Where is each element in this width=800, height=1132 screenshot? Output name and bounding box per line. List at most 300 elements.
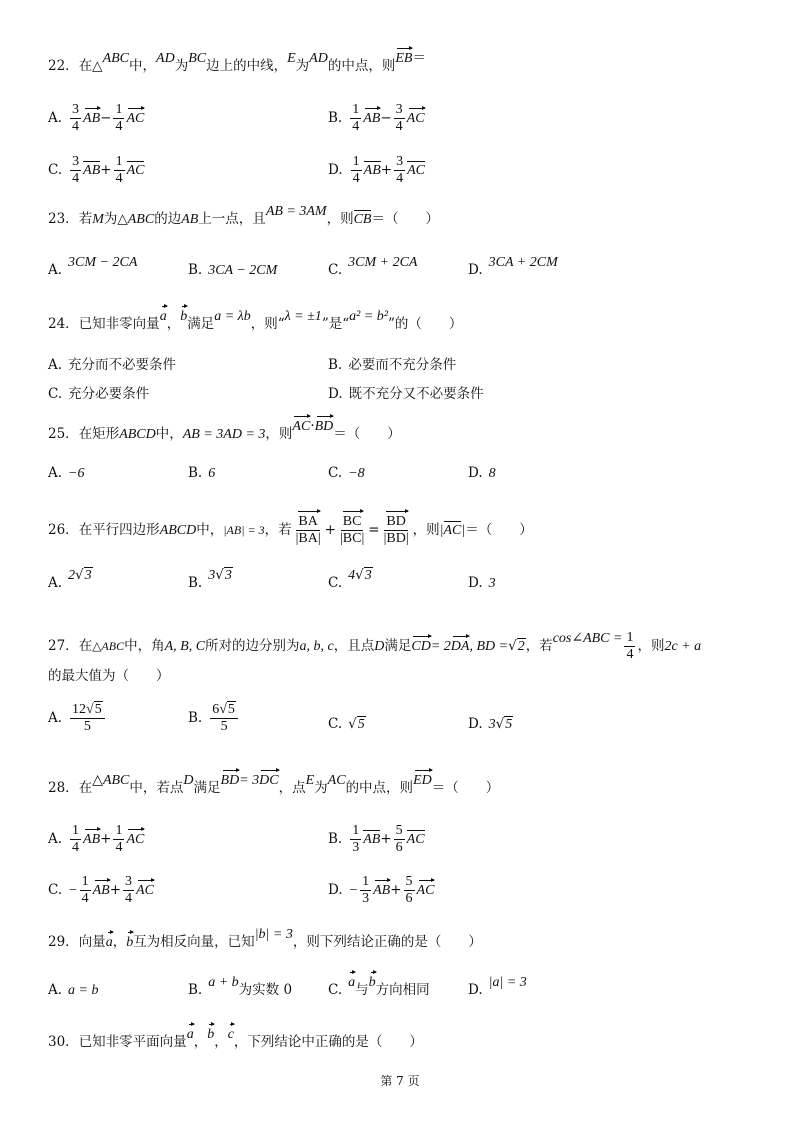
q-equation: λ = ±1 bbox=[284, 309, 322, 324]
sqrt: √5 bbox=[219, 702, 235, 717]
question-number: 27． bbox=[48, 638, 79, 655]
q-text: 在 bbox=[78, 780, 93, 796]
q-math: ABC bbox=[102, 51, 130, 66]
option-25-c[interactable] bbox=[328, 465, 365, 483]
sqrt: √5 bbox=[86, 702, 102, 717]
sign: − bbox=[68, 883, 78, 899]
option-23-c[interactable] bbox=[328, 255, 418, 280]
numerator: 1 bbox=[624, 630, 635, 647]
fraction bbox=[394, 102, 405, 135]
option-22-c[interactable] bbox=[48, 154, 144, 187]
option-text: 必要而不充分条件 bbox=[348, 357, 457, 373]
q-math: ABC bbox=[127, 212, 155, 227]
denominator: 3 bbox=[352, 840, 360, 856]
option-27-a[interactable] bbox=[48, 702, 107, 735]
option-text: −8 bbox=[348, 466, 365, 481]
option-23-d[interactable] bbox=[468, 255, 558, 280]
numerator: 1 bbox=[350, 102, 361, 119]
sqrt: √3 bbox=[215, 567, 232, 583]
option-text: |a| = 3 bbox=[488, 975, 527, 990]
denominator: 4 bbox=[72, 119, 80, 135]
numerator: 3 bbox=[70, 154, 81, 171]
option-label: C. bbox=[328, 262, 343, 278]
fraction bbox=[360, 874, 371, 907]
option-text: 充分必要条件 bbox=[68, 386, 150, 402]
denominator: 5 bbox=[83, 719, 91, 735]
operator: + bbox=[100, 162, 112, 179]
question-23 bbox=[48, 204, 439, 229]
q-math: a, b, c bbox=[299, 639, 334, 655]
vector-ac: AC bbox=[443, 523, 462, 539]
fraction bbox=[113, 823, 124, 856]
vector: AB bbox=[363, 163, 381, 179]
sqrt: √3 bbox=[355, 567, 372, 583]
q-text: 中， bbox=[129, 58, 157, 74]
vector-a: a bbox=[159, 309, 167, 324]
operator: + bbox=[380, 831, 392, 848]
operator: + bbox=[390, 882, 402, 899]
option-26-b[interactable] bbox=[188, 567, 233, 593]
fraction bbox=[404, 874, 415, 907]
vector-a: a bbox=[105, 935, 113, 950]
question-number: 22． bbox=[48, 58, 79, 74]
q-text: ＝（ ） bbox=[371, 211, 439, 227]
numerator: 1 bbox=[80, 874, 91, 891]
option-text: 3CA − 2CM bbox=[208, 263, 278, 278]
q-text: ，则 bbox=[265, 426, 293, 442]
option-label: B. bbox=[328, 357, 343, 373]
vector-cd: CD bbox=[411, 639, 431, 655]
vector-da: DA bbox=[450, 639, 470, 655]
option-text: 充分而不必要条件 bbox=[68, 357, 177, 373]
option-23-b[interactable] bbox=[188, 262, 277, 280]
q-equation: |b| = 3 bbox=[254, 927, 293, 942]
q-text: 已知非零平面向量 bbox=[78, 1034, 187, 1050]
fraction bbox=[350, 823, 361, 856]
denominator: 6 bbox=[405, 891, 413, 907]
vector-eb: EB bbox=[395, 51, 413, 66]
q-text: 互为相反向量，已知 bbox=[133, 934, 255, 950]
option-text: 8 bbox=[488, 466, 496, 481]
option-27-b[interactable] bbox=[188, 702, 240, 735]
radicand: 2 bbox=[517, 639, 525, 655]
q-text: ，且点 bbox=[333, 638, 375, 655]
vector: AB bbox=[92, 883, 110, 899]
fraction bbox=[210, 702, 238, 735]
fraction bbox=[70, 102, 81, 135]
vector: AC bbox=[126, 111, 145, 127]
vector-a: a bbox=[186, 1027, 194, 1042]
q-text: ，则 bbox=[326, 211, 354, 227]
q-math: ABCD bbox=[119, 427, 156, 442]
sqrt: √5 bbox=[348, 716, 365, 732]
denominator: 4 bbox=[125, 891, 133, 907]
option-25-a[interactable] bbox=[48, 465, 85, 483]
vector-ac: AC bbox=[292, 419, 311, 434]
option-text: 方向相同 bbox=[375, 982, 430, 998]
vector: AB bbox=[83, 163, 101, 179]
option-29-a[interactable] bbox=[48, 982, 99, 1000]
numerator: 3 bbox=[394, 102, 405, 119]
option-text: 3 bbox=[488, 576, 496, 591]
question-24 bbox=[48, 309, 463, 334]
q-math: E bbox=[305, 773, 315, 788]
vector: AC bbox=[416, 883, 435, 899]
numerator: 3 bbox=[70, 102, 81, 119]
operator: + bbox=[100, 831, 112, 848]
option-label: C. bbox=[328, 575, 343, 591]
fraction bbox=[114, 154, 125, 187]
q-math: AD bbox=[156, 51, 175, 66]
option-label: A. bbox=[48, 982, 63, 998]
option-label: C. bbox=[328, 982, 343, 998]
vector-a: a bbox=[348, 975, 356, 990]
fraction bbox=[624, 630, 635, 663]
sqrt: √5 bbox=[495, 716, 513, 732]
numerator: 1 bbox=[114, 154, 125, 171]
radicand: 5 bbox=[227, 702, 235, 717]
option-text: −6 bbox=[68, 466, 85, 481]
vector: AC bbox=[407, 163, 425, 179]
option-24-c[interactable] bbox=[48, 386, 149, 402]
q-text: 已知非零向量 bbox=[78, 316, 160, 332]
option-label: C. bbox=[48, 162, 63, 179]
option-label: A. bbox=[48, 262, 63, 278]
q-text: 向量 bbox=[78, 934, 106, 950]
option-22-b[interactable] bbox=[328, 102, 425, 135]
q-text: 在平行四边形 bbox=[78, 522, 160, 539]
numerator: 1 bbox=[70, 823, 81, 840]
fraction bbox=[113, 102, 124, 135]
option-label: D. bbox=[468, 716, 483, 732]
q-text: 的中点，则 bbox=[327, 58, 396, 74]
radicand: 5 bbox=[94, 702, 102, 717]
numerator: 1 bbox=[360, 874, 371, 891]
fraction bbox=[70, 154, 81, 187]
option-label: D. bbox=[468, 262, 483, 278]
q-text: 满足 bbox=[187, 316, 215, 332]
denominator: 4 bbox=[72, 840, 80, 856]
q-text: ， bbox=[112, 934, 127, 950]
option-label: B. bbox=[188, 575, 203, 591]
option-text: 3CM + 2CA bbox=[348, 255, 418, 270]
coefficient: 4 bbox=[348, 568, 356, 583]
question-26 bbox=[48, 514, 533, 547]
q-text: ， bbox=[193, 1034, 208, 1050]
numerator: BD bbox=[384, 514, 407, 531]
q-text: ”的（ ） bbox=[387, 316, 463, 332]
denominator: 4 bbox=[352, 171, 360, 187]
question-29 bbox=[48, 927, 482, 952]
option-28-d[interactable] bbox=[328, 874, 434, 907]
q-math: D bbox=[374, 639, 385, 655]
vector-b: b bbox=[368, 975, 376, 990]
option-28-c[interactable] bbox=[48, 874, 154, 907]
q-equation: cos∠ABC = bbox=[552, 631, 623, 647]
question-28 bbox=[48, 773, 500, 798]
option-label: D. bbox=[468, 982, 483, 998]
question-27 bbox=[48, 630, 701, 663]
option-label: B. bbox=[188, 465, 203, 481]
radicand: 5 bbox=[357, 717, 365, 732]
q-text: 的中点，则 bbox=[345, 780, 414, 796]
vector-ed: ED bbox=[413, 773, 432, 788]
q-text: ，则下列结论正确的是（ ） bbox=[292, 934, 482, 950]
question-number: 24． bbox=[48, 316, 79, 332]
q-text: 为 bbox=[295, 58, 310, 74]
numerator bbox=[70, 702, 105, 719]
q-text: 在矩形 bbox=[78, 426, 120, 442]
option-text: 3CA + 2CM bbox=[488, 255, 558, 270]
operator: + bbox=[324, 522, 336, 539]
denominator: 4 bbox=[396, 171, 404, 187]
numerator: 5 bbox=[404, 874, 415, 891]
q-text: ，点 bbox=[278, 780, 306, 796]
question-22 bbox=[48, 50, 426, 76]
option-27-d[interactable] bbox=[468, 716, 513, 734]
coefficient: 6 bbox=[212, 702, 220, 717]
numerator: 1 bbox=[113, 102, 124, 119]
question-27-line2 bbox=[48, 668, 170, 684]
coefficient: 3 bbox=[488, 717, 496, 732]
denominator: 6 bbox=[395, 840, 403, 856]
fraction-bd bbox=[382, 514, 411, 547]
option-label: D. bbox=[328, 162, 343, 179]
vector-b: b bbox=[126, 935, 134, 950]
q-text: ，若 bbox=[525, 638, 553, 655]
q-math: BC bbox=[188, 51, 207, 66]
q-text: 满足 bbox=[193, 780, 221, 796]
q-text: 中，若点 bbox=[129, 780, 184, 796]
option-text: a = b bbox=[68, 983, 99, 998]
option-label: B. bbox=[188, 710, 203, 727]
q-equation: AB = 3AD = 3 bbox=[182, 427, 266, 442]
sqrt: √3 bbox=[75, 567, 92, 583]
q-text: 中，角 bbox=[124, 638, 165, 655]
denominator: 4 bbox=[115, 119, 123, 135]
operator: − bbox=[100, 110, 112, 127]
question-number: 29． bbox=[48, 934, 79, 950]
option-26-d[interactable] bbox=[468, 575, 496, 593]
q-text: ，则“ bbox=[250, 316, 285, 332]
q-math: D bbox=[183, 773, 194, 788]
q-equation: = 3 bbox=[239, 773, 260, 788]
q-text: 的边 bbox=[154, 211, 182, 227]
denominator: 4 bbox=[115, 840, 123, 856]
radicand: 3 bbox=[364, 568, 372, 583]
q-text: ，若 bbox=[264, 522, 292, 539]
option-text: 为实数 0 bbox=[238, 982, 293, 998]
question-number: 23． bbox=[48, 211, 79, 227]
option-text: 与 bbox=[355, 982, 369, 998]
q-math: AD bbox=[309, 51, 328, 66]
option-27-c[interactable] bbox=[328, 716, 366, 734]
numerator: 1 bbox=[113, 823, 124, 840]
sign: − bbox=[348, 883, 359, 899]
coefficient: 2 bbox=[68, 568, 76, 583]
option-text: 既不充分又不必要条件 bbox=[348, 386, 484, 402]
denominator: |BC| bbox=[339, 531, 365, 547]
question-30 bbox=[48, 1027, 423, 1052]
q-text: 所对的边分别为 bbox=[205, 638, 300, 655]
denominator: 4 bbox=[352, 119, 360, 135]
option-26-a[interactable] bbox=[48, 567, 93, 593]
fraction bbox=[70, 702, 105, 735]
option-28-a[interactable] bbox=[48, 823, 144, 856]
q-equation: a = λb bbox=[214, 309, 251, 324]
abs-bar: | bbox=[439, 523, 444, 539]
option-label: C. bbox=[48, 386, 63, 402]
fraction bbox=[70, 823, 81, 856]
question-number: 28． bbox=[48, 780, 79, 796]
operator: + bbox=[109, 882, 122, 899]
option-label: A. bbox=[48, 465, 63, 481]
denominator: 3 bbox=[362, 891, 370, 907]
numerator: 1 bbox=[350, 823, 361, 840]
radicand: 3 bbox=[224, 568, 232, 583]
option-label: C. bbox=[328, 465, 343, 481]
radicand: 5 bbox=[505, 717, 513, 732]
q-math: M bbox=[92, 212, 104, 227]
q-text: 边上的中线， bbox=[206, 58, 288, 74]
vector: AB bbox=[83, 111, 101, 127]
coefficient: 12 bbox=[72, 702, 87, 717]
option-label: D. bbox=[468, 465, 483, 481]
question-number: 26． bbox=[48, 522, 79, 539]
vector: AB bbox=[363, 111, 381, 127]
option-label: B. bbox=[188, 982, 203, 998]
vector: AB bbox=[373, 883, 391, 899]
option-text: 3CM − 2CA bbox=[68, 255, 138, 270]
option-29-c[interactable] bbox=[328, 975, 430, 1000]
abs-bar: | bbox=[461, 523, 466, 539]
dot-operator: · bbox=[310, 418, 315, 434]
denominator: |BD| bbox=[383, 531, 409, 547]
q-math: △ABC bbox=[92, 773, 130, 788]
q-math: AB bbox=[181, 212, 199, 227]
fraction-bc bbox=[338, 514, 366, 547]
option-25-d[interactable] bbox=[468, 465, 496, 483]
fraction bbox=[350, 102, 361, 135]
vector: AB bbox=[363, 832, 381, 848]
option-29-b[interactable] bbox=[188, 975, 293, 1000]
q-text: ＝（ ） bbox=[465, 522, 533, 539]
q-text: 在△ bbox=[78, 58, 103, 74]
q-text: 满足 bbox=[384, 638, 412, 655]
denominator: |BA| bbox=[295, 531, 321, 547]
q-text: ＝（ ） bbox=[333, 426, 401, 442]
numerator: 5 bbox=[394, 823, 405, 840]
operator: = bbox=[368, 522, 380, 539]
vector-cb: CB bbox=[353, 212, 372, 227]
option-24-d[interactable] bbox=[328, 386, 484, 402]
vector: AC bbox=[126, 832, 145, 848]
vector: AC bbox=[136, 883, 154, 899]
option-28-b[interactable] bbox=[328, 823, 425, 856]
radicand: 3 bbox=[84, 568, 92, 583]
q-equation: a² = b² bbox=[349, 309, 388, 324]
option-label: A. bbox=[48, 831, 63, 848]
q-text: 在 bbox=[78, 638, 93, 655]
q-text: ， bbox=[214, 1034, 228, 1050]
denominator: 5 bbox=[220, 719, 228, 735]
vector-c: c bbox=[227, 1027, 234, 1042]
q-text: ，则 bbox=[637, 638, 665, 655]
fraction bbox=[123, 874, 134, 907]
q-math: ABCD bbox=[159, 523, 197, 539]
q-math: △ABC bbox=[92, 639, 125, 654]
option-label: B. bbox=[328, 110, 343, 127]
vector-dc: DC bbox=[259, 773, 279, 788]
option-23-a[interactable] bbox=[48, 255, 138, 280]
option-26-c[interactable] bbox=[328, 567, 373, 593]
q-text: 上一点，且 bbox=[198, 211, 266, 227]
fraction-ba bbox=[294, 514, 323, 547]
q-text: ＝ bbox=[412, 50, 426, 66]
option-24-a[interactable] bbox=[48, 357, 176, 373]
numerator: 1 bbox=[351, 154, 362, 171]
question-number: 30． bbox=[48, 1034, 79, 1050]
q-equation: = 2 bbox=[430, 639, 451, 655]
option-29-d[interactable] bbox=[468, 975, 527, 1000]
q-text: 的最大值为（ ） bbox=[48, 668, 170, 684]
option-label: A. bbox=[48, 575, 63, 591]
option-22-a[interactable] bbox=[48, 102, 144, 135]
option-label: C. bbox=[328, 716, 343, 732]
option-label: A. bbox=[48, 357, 63, 373]
q-math: AC bbox=[327, 773, 346, 788]
option-label: A. bbox=[48, 110, 63, 127]
question-number: 25． bbox=[48, 426, 79, 442]
q-equation: |AB| = 3 bbox=[223, 523, 265, 538]
q-math: 2c + a bbox=[664, 639, 702, 655]
question-25 bbox=[48, 418, 401, 444]
option-24-b[interactable] bbox=[328, 357, 456, 373]
sqrt: √2 bbox=[508, 638, 525, 655]
vector: AB bbox=[83, 832, 101, 848]
denominator: 4 bbox=[72, 171, 80, 187]
q-text: 为 bbox=[314, 780, 328, 796]
vector: AC bbox=[406, 832, 425, 848]
option-label: B. bbox=[328, 831, 343, 848]
q-text: 为 bbox=[174, 58, 189, 74]
vector: AC bbox=[406, 111, 425, 127]
q-text: ”是“ bbox=[321, 316, 350, 332]
option-label: D. bbox=[328, 882, 343, 899]
fraction bbox=[394, 154, 405, 187]
q-equation: AB = 3AM bbox=[265, 204, 327, 219]
option-label: D. bbox=[328, 386, 343, 402]
q-text: ＝（ ） bbox=[431, 780, 500, 796]
q-text: 为△ bbox=[103, 211, 128, 227]
q-math: E bbox=[287, 51, 296, 66]
denominator: 4 bbox=[115, 171, 123, 187]
numerator: BC bbox=[341, 514, 364, 531]
vector: AC bbox=[126, 163, 145, 179]
numerator: 3 bbox=[123, 874, 134, 891]
operator: + bbox=[380, 162, 393, 179]
fraction bbox=[80, 874, 91, 907]
option-25-b[interactable] bbox=[188, 465, 215, 483]
q-text: 中， bbox=[155, 426, 183, 442]
denominator: 4 bbox=[626, 647, 634, 663]
option-text: 6 bbox=[208, 466, 216, 481]
option-22-d[interactable] bbox=[328, 154, 425, 187]
numerator: 3 bbox=[394, 154, 405, 171]
denominator: 4 bbox=[81, 891, 89, 907]
q-text: 中， bbox=[196, 522, 224, 539]
q-math: A, B, C bbox=[164, 639, 206, 655]
